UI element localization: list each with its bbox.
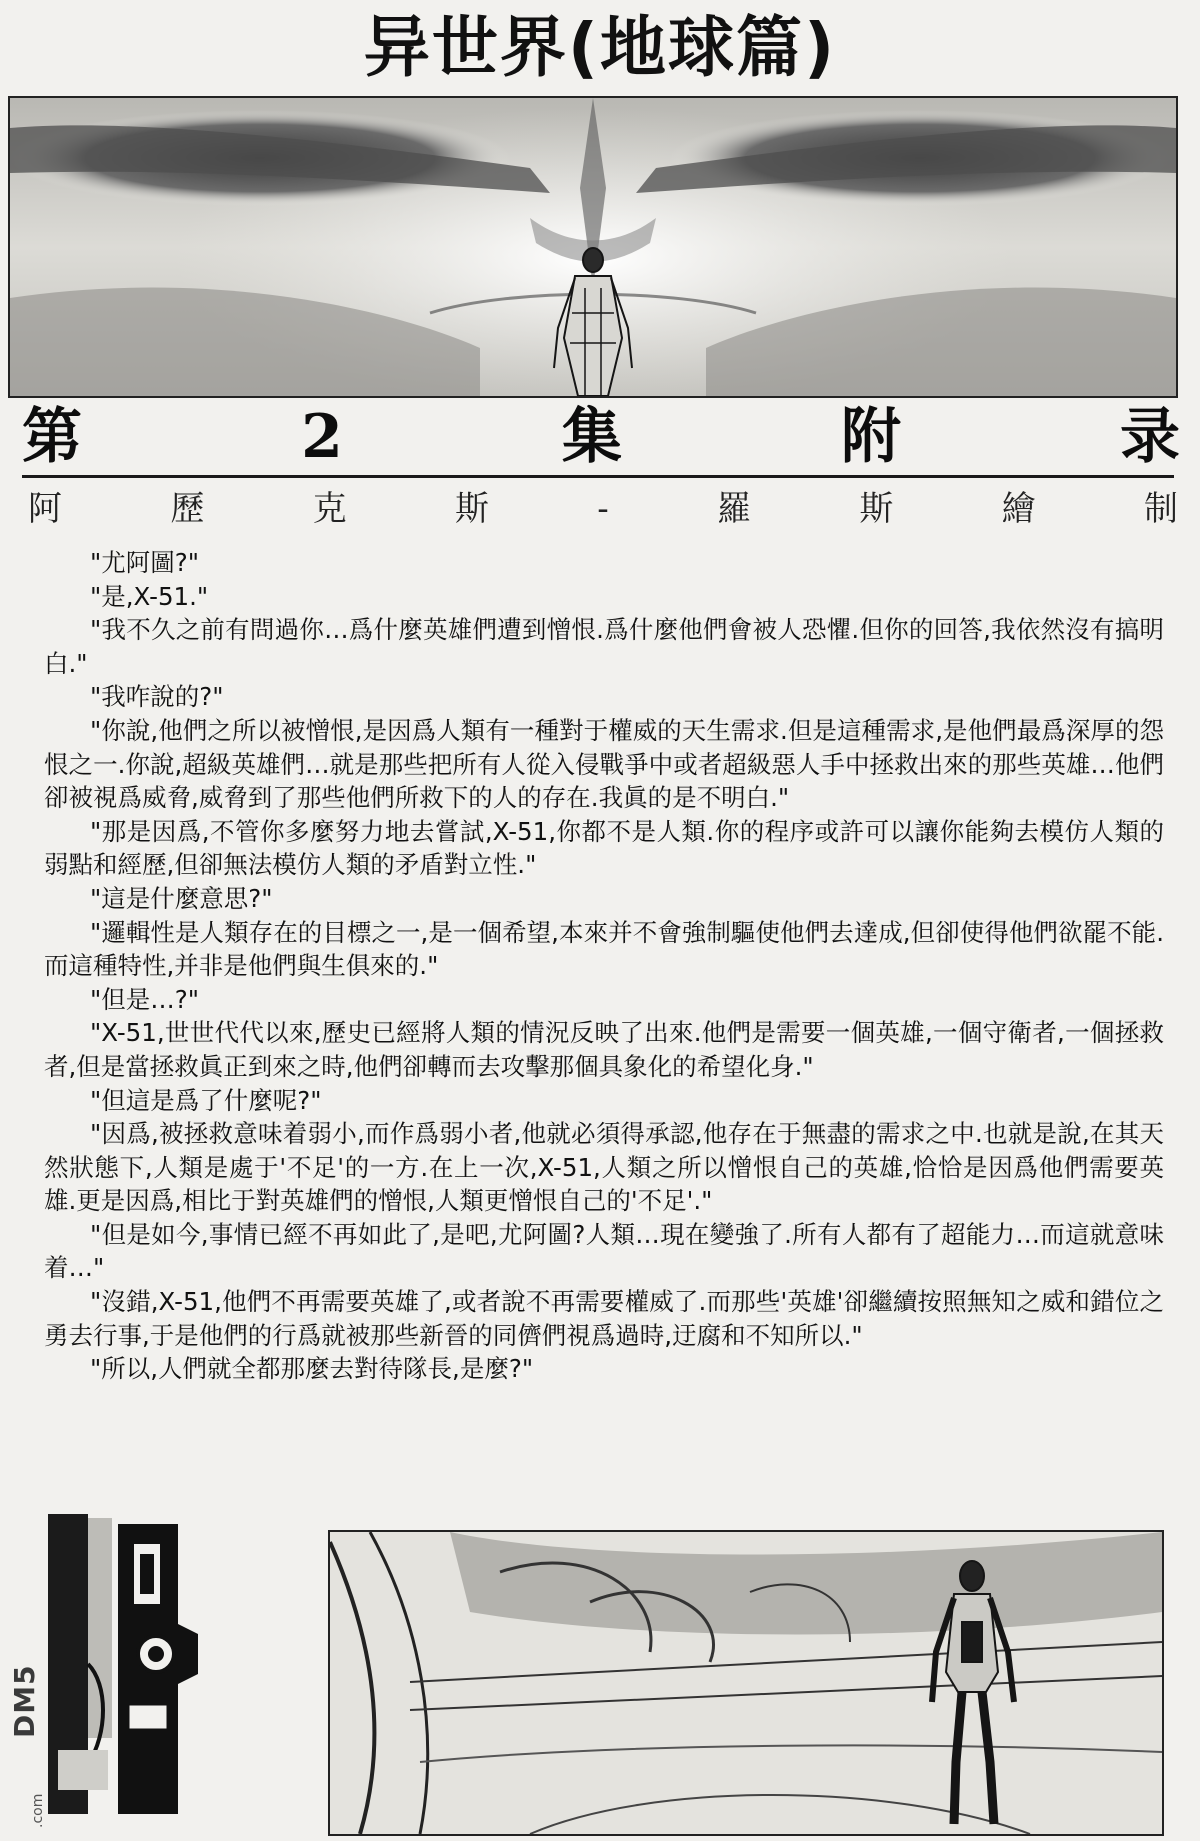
credit-char: -	[597, 489, 609, 529]
credit-char: 繪	[1001, 489, 1036, 529]
credit-char: 阿	[28, 489, 62, 529]
paragraph: "那是因爲,不管你多麼努力地去嘗試,X-51,你都不是人類.你的程序或許可以讓你能夠去模仿人類的弱點和經歷,但卻無法模仿人類的矛盾對立性."	[44, 816, 1164, 880]
paragraph: "所以,人們就全都那麼去對待隊長,是麼?"	[90, 1354, 534, 1384]
chapter-heading	[22, 403, 1180, 471]
paragraph: "是,X-51."	[90, 581, 209, 611]
machine-closeup-illustration	[48, 1514, 212, 1818]
watermark-site: .com	[30, 1793, 46, 1828]
chapter-heading-char: 2	[301, 402, 343, 472]
illustration-bottom-right-panel	[328, 1530, 1164, 1836]
paragraph: "這是什麼意思?"	[90, 883, 273, 913]
paragraph: "邏輯性是人類存在的目標之一,是一個希望,本來并不會強制驅使他們去達成,但卻使得他們欲罷不能.而這種特性,并非是他們與生俱來的."	[44, 917, 1164, 981]
credit-char: 歷	[170, 489, 205, 529]
paragraph: "但是如今,事情已經不再如此了,是吧,尤阿圖?人類…現在變強了.所有人都有了超能力…而這就意味着…"	[44, 1219, 1164, 1283]
credit-char: 斯	[454, 489, 489, 529]
paragraph: "你說,他們之所以被憎恨,是因爲人類有一種對于權威的天生需求.但是這種需求,是他們最爲深厚的怨恨之一.你說,超級英雄們…就是那些把所有人從入侵戰爭中或者超級惡人手中拯救出來的那些英雄…他們卻被視爲威脅,威脅到了那些他們所救下的人的存在.我眞的是不明白."	[44, 715, 1164, 813]
paragraph: "X-51,世世代代以來,歷史已經將人類的情況反映了出來.他們是需要一個英雄,一個守衛者,一個拯救者,但是當拯救眞正到來之時,他們卻轉而去攻擊那個具象化的希望化身."	[44, 1018, 1164, 1081]
credit-char: 斯	[859, 489, 894, 529]
chapter-heading-char: 集	[561, 402, 622, 472]
paragraph: "我不久之前有問過你…爲什麼英雄們遭到憎恨.爲什麼他們會被人恐懼.但你的回答,我依然沒有搞明白."	[44, 615, 1164, 678]
credit-line	[28, 486, 1178, 532]
chapter-heading-char: 录	[1120, 402, 1180, 472]
illustration-bottom-left-panel	[48, 1514, 212, 1818]
illustration-top-panel	[8, 96, 1178, 398]
paragraph: "但是…?"	[90, 984, 200, 1014]
watermark-logo: DM5	[8, 1664, 41, 1738]
paragraph: "我咋說的?"	[90, 682, 224, 712]
dialogue-body	[44, 546, 1164, 1386]
credit-char: 制	[1144, 489, 1178, 529]
heading-divider	[22, 475, 1174, 478]
paragraph: "但這是爲了什麼呢?"	[90, 1085, 322, 1115]
chapter-heading-char: 第	[22, 402, 82, 472]
chapter-heading-char: 附	[840, 402, 901, 472]
credit-char: 羅	[717, 489, 752, 529]
credit-char: 克	[312, 489, 347, 529]
paragraph: "沒錯,X-51,他們不再需要英雄了,或者說不再需要權威了.而那些'英雄'卻繼續按照無知之威和錯位之勇去行事,于是他們的行爲就被那些新晉的同儕們視爲過時,迂腐和不知所以."	[44, 1287, 1164, 1350]
giant-face-illustration	[10, 98, 1176, 396]
android-walking-illustration	[330, 1532, 1162, 1834]
page-title: 异世界(地球篇)	[363, 9, 837, 86]
paragraph: "因爲,被拯救意味着弱小,而作爲弱小者,他就必須得承認,他存在于無盡的需求之中.也就是說,在其天然狀態下,人類是處于'不足'的一方.在上一次,X-51,人類之所以憎恨自己的英雄,恰恰是因爲他們需要英雄.更是因爲,相比于對英雄們的憎恨,人類更憎恨自己的'不足'."	[44, 1119, 1164, 1216]
paragraph: "尤阿圖?"	[90, 548, 200, 577]
